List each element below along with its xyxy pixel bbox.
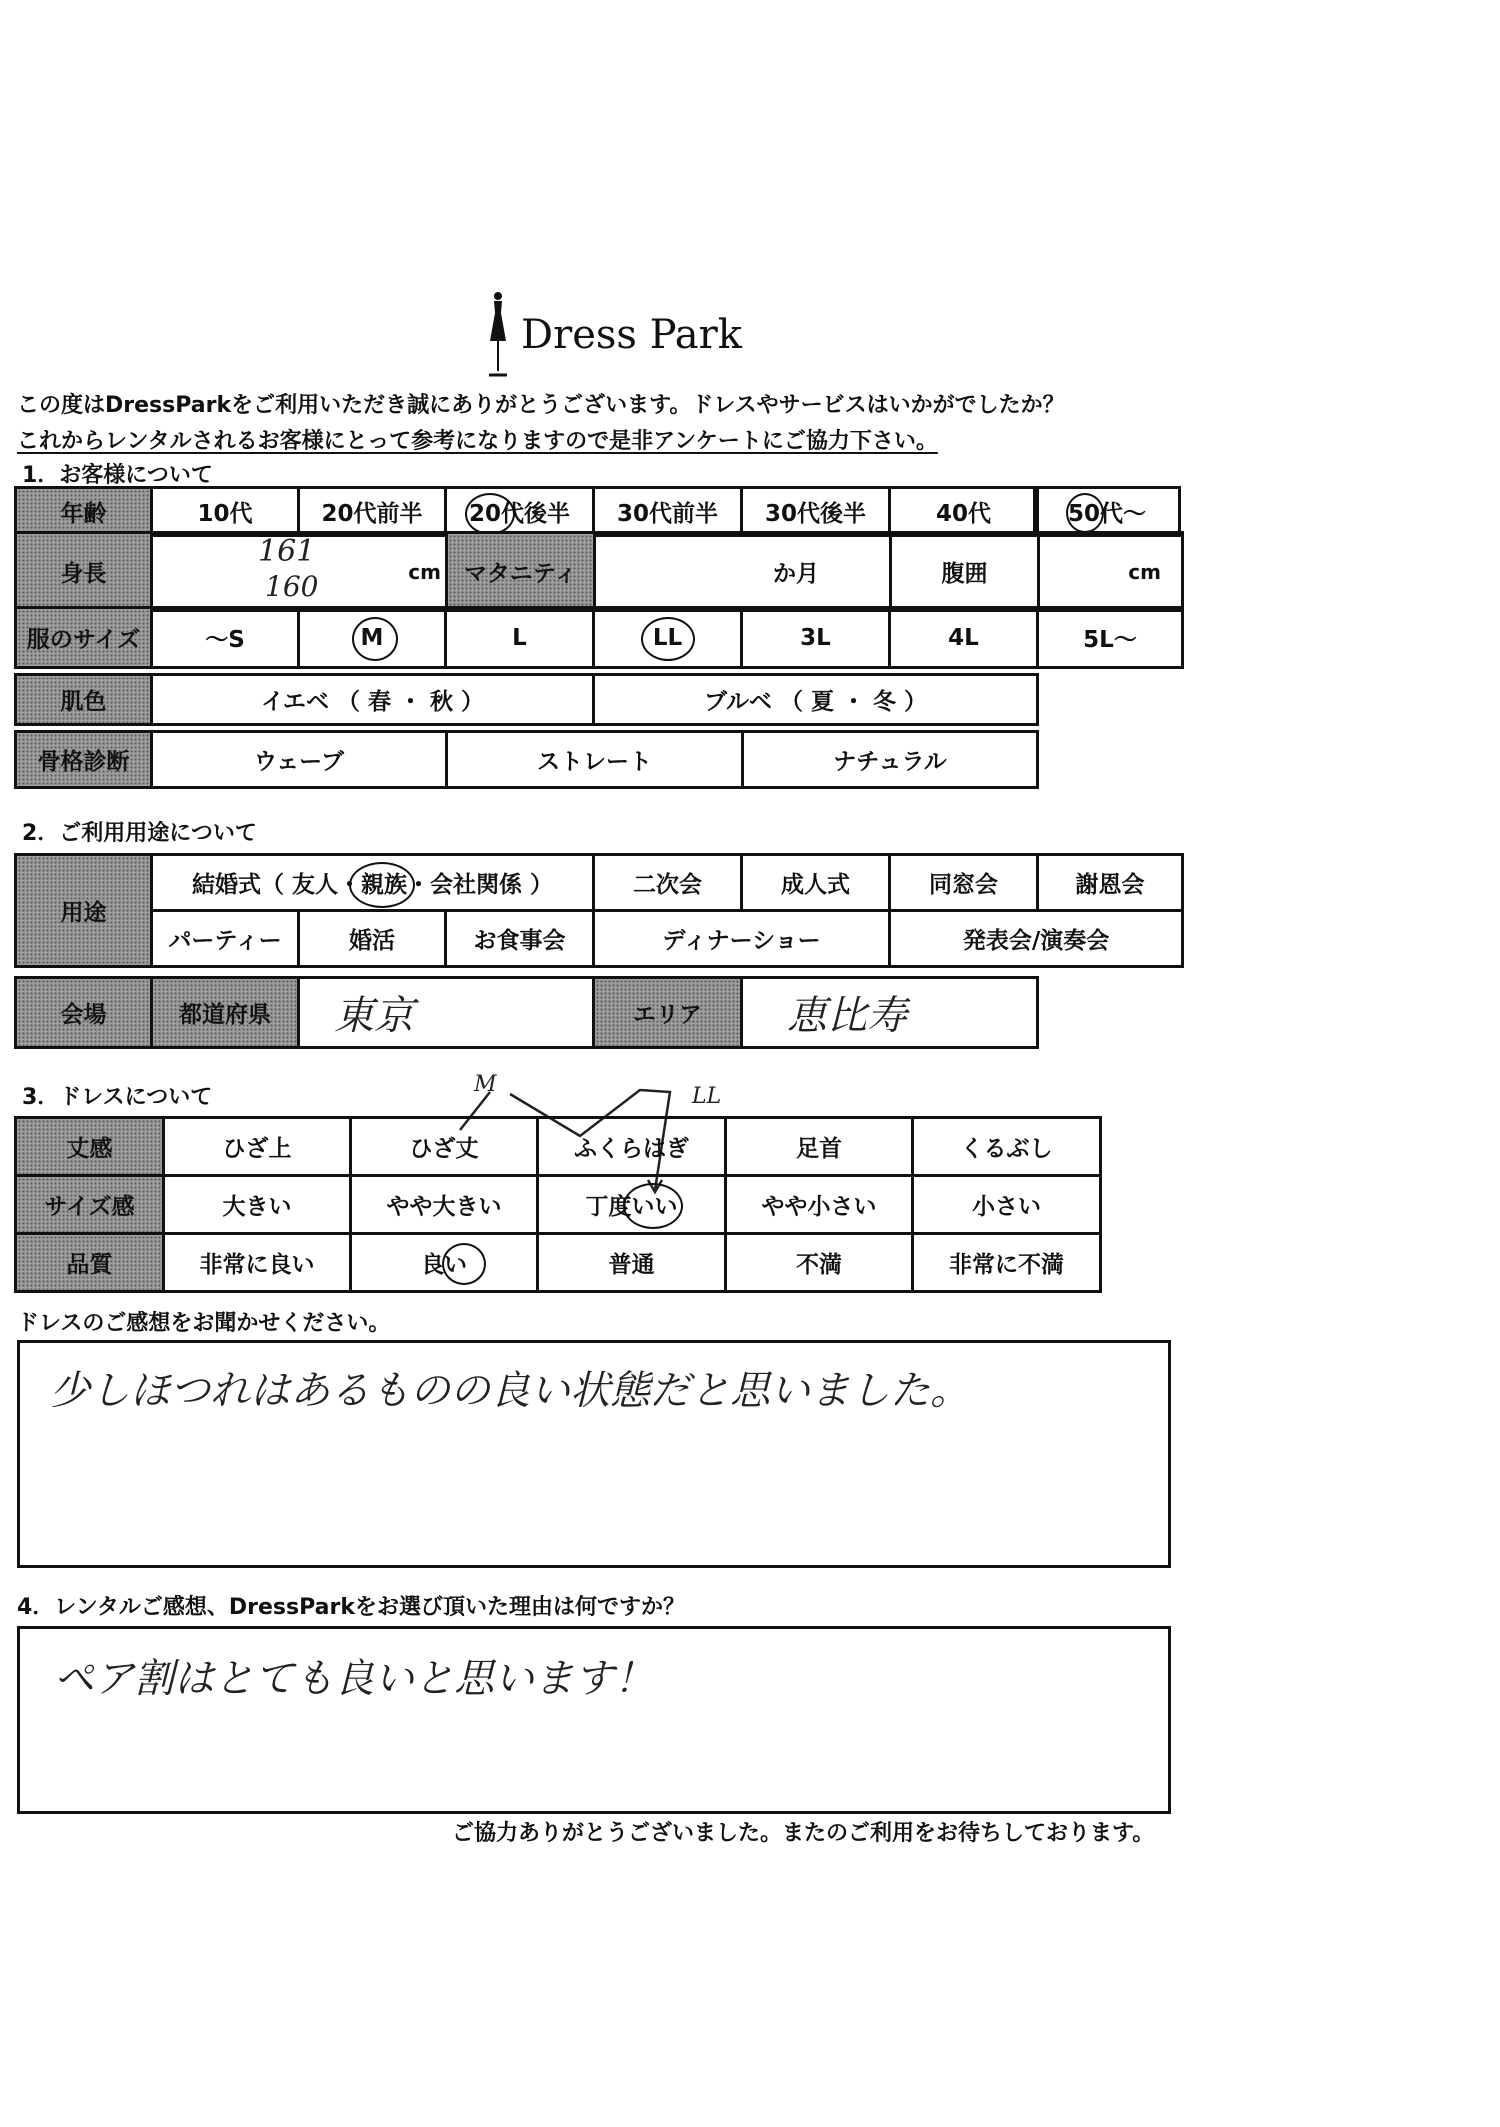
length-header: 丈感 xyxy=(16,1118,164,1176)
fit-option-slightly-large[interactable]: やや大きい xyxy=(351,1176,538,1234)
height-value-2: 160 xyxy=(265,570,319,603)
age-header: 年齢 xyxy=(16,488,152,536)
prefecture-value[interactable] xyxy=(299,978,594,1048)
maternity-months-cell[interactable] xyxy=(595,533,891,611)
selection-circle xyxy=(465,493,515,535)
quality-option-good[interactable] xyxy=(351,1234,538,1292)
purpose-wedding-label: 結婚式（ 友人・親族・会社関係 ） xyxy=(192,872,554,898)
frame-header: 骨格診断 xyxy=(16,732,152,788)
belly-unit: cm xyxy=(1128,559,1161,584)
age-row xyxy=(16,488,1038,536)
purpose-reunion[interactable]: 同窓会 xyxy=(890,855,1038,911)
purpose-coming-of-age[interactable]: 成人式 xyxy=(742,855,890,911)
age-option-50s-table xyxy=(1033,486,1181,537)
height-table xyxy=(14,531,1184,612)
size-option-s[interactable]: ～S xyxy=(152,608,299,668)
frame-option-natural[interactable]: ナチュラル xyxy=(743,732,1038,788)
purpose-dinner[interactable]: お食事会 xyxy=(446,911,594,967)
dress-comment-text: 少しほつれはあるものの良い状態だと思いました。 xyxy=(50,1368,970,1414)
area-label: エリア xyxy=(594,978,742,1048)
intro-line-2: これからレンタルされるお客様にとって参考になりますので是非アンケートにご協力下さい。 xyxy=(17,429,938,454)
intro-line-1: この度はDressParkをご利用いただき誠にありがとうございます。ドレスやサービスはいかがでしたか？ xyxy=(17,393,1065,418)
quality-option-very-poor[interactable]: 非常に不満 xyxy=(913,1234,1101,1292)
venue-table xyxy=(14,976,1039,1049)
age-option-early-30s[interactable]: 30代前半 xyxy=(594,488,742,536)
belly-header: 腹囲 xyxy=(891,533,1039,611)
fit-option-just-right[interactable] xyxy=(538,1176,726,1234)
size-option-3l[interactable]: 3L xyxy=(742,608,890,668)
quality-option-poor[interactable]: 不満 xyxy=(726,1234,913,1292)
section-4-title: 4．レンタルご感想、DressParkをお選び頂いた理由は何ですか？ xyxy=(17,1595,685,1620)
fit-option-small[interactable]: 小さい xyxy=(913,1176,1101,1234)
quality-option-excellent[interactable]: 非常に良い xyxy=(164,1234,351,1292)
dress-comment-prompt: ドレスのご感想をお聞かせください。 xyxy=(17,1311,391,1336)
rental-comment-text: ペア割はとても良いと思います！ xyxy=(54,1656,654,1702)
size-option-ll[interactable] xyxy=(594,608,742,668)
months-unit: か月 xyxy=(773,561,819,587)
customer-table xyxy=(14,486,1039,537)
purpose-matchmaking[interactable]: 婚活 xyxy=(299,911,446,967)
age-option-late-20s-label: 20代後半 xyxy=(468,501,570,527)
dress-comment-box[interactable] xyxy=(17,1340,1171,1568)
length-option-ankle[interactable]: 足首 xyxy=(726,1118,913,1176)
fit-option-slightly-small[interactable]: やや小さい xyxy=(726,1176,913,1234)
length-option-knee[interactable]: ひざ丈 xyxy=(351,1118,538,1176)
height-value-1: 161 xyxy=(258,534,316,569)
section-1-title: 1．お客様について xyxy=(22,463,213,488)
dress-table xyxy=(14,1116,1102,1293)
purpose-party[interactable]: パーティー xyxy=(152,911,299,967)
frame-table xyxy=(14,730,1039,789)
height-value-cell[interactable] xyxy=(152,533,447,611)
size-option-l[interactable]: L xyxy=(446,608,594,668)
belly-value-cell[interactable] xyxy=(1039,533,1183,611)
age-option-late-20s[interactable] xyxy=(446,488,594,536)
frame-option-wave[interactable]: ウェーブ xyxy=(152,732,447,788)
dress-form-icon xyxy=(485,291,511,379)
purpose-header: 用途 xyxy=(16,855,152,967)
section-3-title: 3．ドレスについて xyxy=(22,1085,213,1110)
quality-option-average[interactable]: 普通 xyxy=(538,1234,726,1292)
selection-circle xyxy=(623,1183,683,1229)
prefecture-label: 都道府県 xyxy=(152,978,299,1048)
size-option-4l[interactable]: 4L xyxy=(890,608,1038,668)
fit-header: サイズ感 xyxy=(16,1176,164,1234)
length-option-above-knee[interactable]: ひざ上 xyxy=(164,1118,351,1176)
purpose-thanks-party[interactable]: 謝恩会 xyxy=(1038,855,1183,911)
age-option-50s[interactable] xyxy=(1035,488,1180,536)
age-option-50s-label: 50代～ xyxy=(1067,501,1146,527)
rental-comment-box[interactable] xyxy=(17,1626,1171,1814)
height-unit: cm xyxy=(408,559,441,584)
age-option-40s[interactable]: 40代 xyxy=(890,488,1038,536)
length-option-anklebone[interactable]: くるぶし xyxy=(913,1118,1101,1176)
selection-circle xyxy=(442,1243,486,1285)
size-option-m[interactable] xyxy=(299,608,446,668)
size-option-m-label: M xyxy=(360,624,384,651)
height-header: 身長 xyxy=(16,533,152,611)
fit-option-large[interactable]: 大きい xyxy=(164,1176,351,1234)
area-value[interactable] xyxy=(742,978,1038,1048)
frame-option-straight[interactable]: ストレート xyxy=(447,732,743,788)
area-value-text: 恵比寿 xyxy=(787,993,907,1039)
size-table xyxy=(14,606,1184,669)
length-option-calf[interactable]: ふくらはぎ xyxy=(538,1118,726,1176)
purpose-wedding[interactable] xyxy=(152,855,594,911)
maternity-header: マタニティ xyxy=(447,533,595,611)
selection-circle xyxy=(349,862,415,908)
annotation-m: M xyxy=(474,1072,497,1097)
purpose-recital[interactable]: 発表会/演奏会 xyxy=(890,911,1183,967)
brand-logo xyxy=(485,290,742,380)
purpose-table xyxy=(14,853,1184,968)
age-option-early-20s[interactable]: 20代前半 xyxy=(299,488,446,536)
closing-message: ご協力ありがとうございました。またのご利用をお待ちしております。 xyxy=(452,1821,1155,1846)
purpose-dinner-show[interactable]: ディナーショー xyxy=(594,911,890,967)
fit-option-just-right-label: 丁度いい xyxy=(585,1194,678,1220)
skin-table xyxy=(14,673,1039,726)
selection-circle xyxy=(352,617,398,661)
selection-circle xyxy=(1066,493,1104,533)
age-option-10s[interactable]: 10代 xyxy=(152,488,299,536)
venue-header: 会場 xyxy=(16,978,152,1048)
section-2-title: 2．ご利用用途について xyxy=(22,821,257,846)
skin-header: 肌色 xyxy=(16,675,152,725)
quality-header: 品質 xyxy=(16,1234,164,1292)
quality-option-good-label: 良い xyxy=(421,1252,467,1278)
size-header: 服のサイズ xyxy=(16,608,152,668)
purpose-afterparty[interactable]: 二次会 xyxy=(594,855,742,911)
prefecture-value-text: 東京 xyxy=(334,993,414,1039)
age-option-late-30s[interactable]: 30代後半 xyxy=(742,488,890,536)
size-option-5l[interactable]: 5L～ xyxy=(1038,608,1183,668)
annotation-ll: LL xyxy=(692,1084,722,1109)
brand-name: Dress Park xyxy=(521,312,742,358)
selection-circle xyxy=(641,617,695,661)
size-option-ll-label: LL xyxy=(652,624,683,651)
skin-option-cool[interactable]: ブルベ （ 夏 ・ 冬 ） xyxy=(594,675,1038,725)
skin-option-warm[interactable]: イエベ （ 春 ・ 秋 ） xyxy=(152,675,594,725)
